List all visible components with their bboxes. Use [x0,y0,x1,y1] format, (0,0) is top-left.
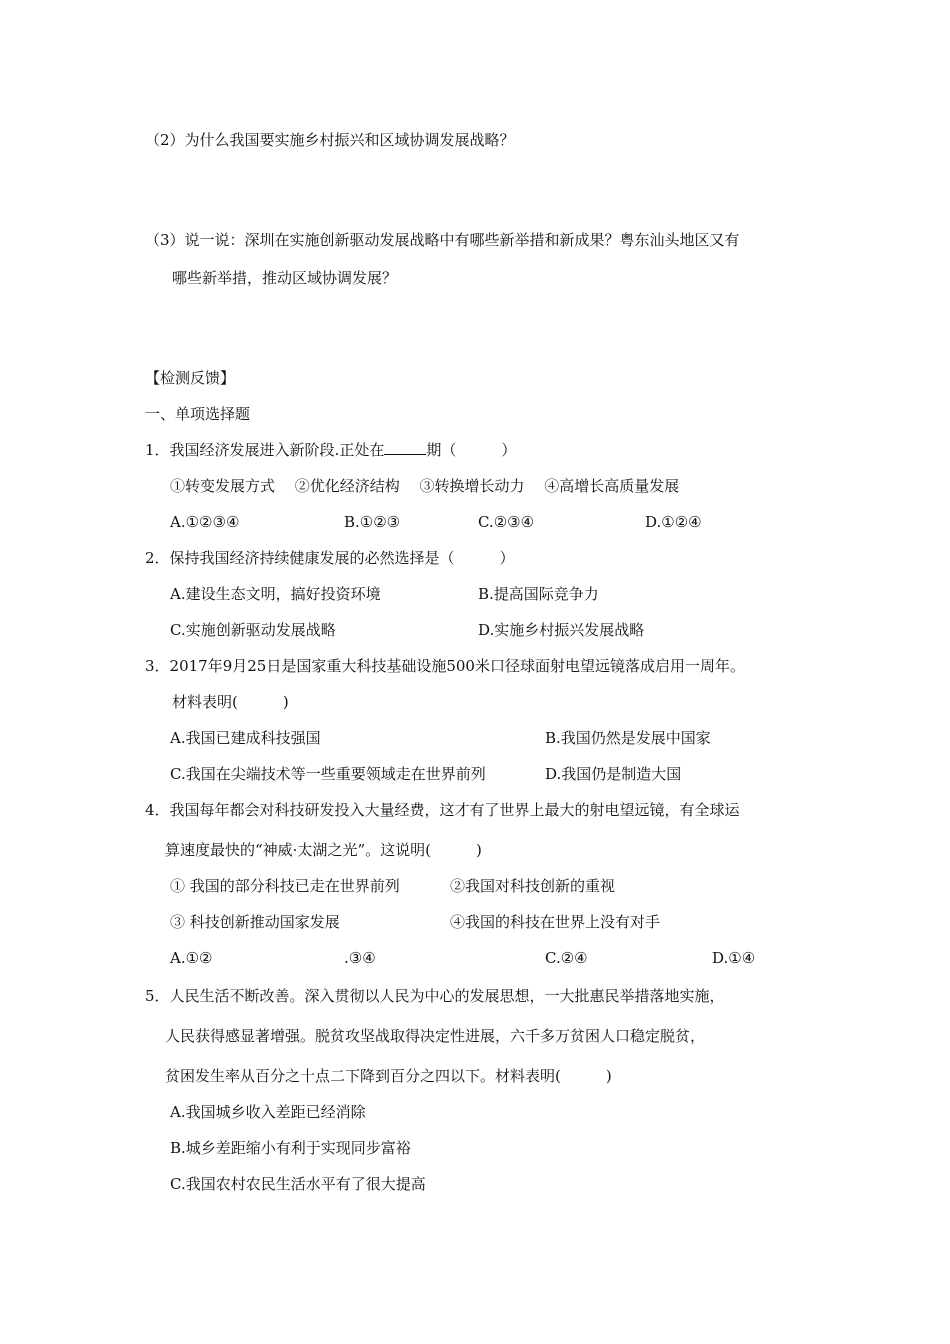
q4-option-b: .③④ [344,949,376,967]
section-title: 一、单项选择题 [145,405,251,423]
q1-stem-b: 期（ ） [426,441,517,459]
q4-item-4: ④我国的科技在世界上没有对手 [450,913,661,931]
q1-stem [145,440,516,460]
q1-option-d: D.①②④ [645,513,702,531]
q5-stem-line3: 贫困发生率从百分之十点二下降到百分之四以下。材料表明( ) [165,1067,612,1085]
q3-option-c: C.我国在尖端技术等一些重要领域走在世界前列 [170,765,486,783]
q4-item-1: ① 我国的部分科技已走在世界前列 [170,877,400,895]
question-3-text-line2: 哪些新举措，推动区域协调发展？ [172,269,398,287]
feedback-heading: 【检测反馈】 [145,369,236,387]
q5-stem-line2: 人民获得感显著增强。脱贫攻坚战取得决定性进展，六千多万贫困人口稳定脱贫， [165,1027,706,1045]
q5-option-b: B.城乡差距缩小有利于实现同步富裕 [170,1139,411,1157]
q4-option-a: A.①② [170,949,213,967]
q4-option-c: C.②④ [545,949,588,967]
q2-option-b: B.提高国际竞争力 [478,585,599,603]
q3-stem-line1: 3．2017年9月25日是国家重大科技基础设施500米口径球面射电望远镜落成启用一周年。 [145,657,745,675]
q4-stem-line2: 算速度最快的“神威·太湖之光”。这说明( ) [165,841,482,859]
q3-stem-line2: 材料表明( ) [172,693,289,711]
question-3-text-line1: （3）说一说：深圳在实施创新驱动发展战略中有哪些新举措和新成果？粤东汕头地区又有 [145,231,740,249]
q5-stem-line1: 5．人民生活不断改善。深入贯彻以人民为中心的发展思想，一大批惠民举措落地实施， [145,987,725,1005]
q5-option-c: C.我国农村农民生活水平有了很大提高 [170,1175,426,1193]
q1-option-a: A.①②③④ [170,513,240,531]
q5-option-a: A.我国城乡收入差距已经消除 [170,1103,366,1121]
q1-blank [384,440,426,455]
q1-option-c: C.②③④ [478,513,535,531]
q1-stem-a: 1．我国经济发展进入新阶段.正处在 [145,441,385,459]
q1-items: ①转变发展方式 ②优化经济结构 ③转换增长动力 ④高增长高质量发展 [170,477,680,495]
q4-item-3: ③ 科技创新推动国家发展 [170,913,340,931]
q3-option-a: A.我国已建成科技强国 [170,729,321,747]
q2-option-c: C.实施创新驱动发展战略 [170,621,336,639]
q2-stem: 2．保持我国经济持续健康发展的必然选择是（ ） [145,549,515,567]
q3-option-b: B.我国仍然是发展中国家 [545,729,711,747]
q4-item-2: ②我国对科技创新的重视 [450,877,616,895]
q4-option-d: D.①④ [712,949,756,967]
q4-stem-line1: 4．我国每年都会对科技研发投入大量经费，这才有了世界上最大的射电望远镜，有全球运 [145,801,740,819]
q3-option-d: D.我国仍是制造大国 [545,765,682,783]
q2-option-d: D.实施乡村振兴发展战略 [478,621,645,639]
q2-option-a: A.建设生态文明，搞好投资环境 [170,585,381,603]
question-2-text: （2）为什么我国要实施乡村振兴和区域协调发展战略？ [145,131,515,149]
q1-option-b: B.①②③ [344,513,401,531]
